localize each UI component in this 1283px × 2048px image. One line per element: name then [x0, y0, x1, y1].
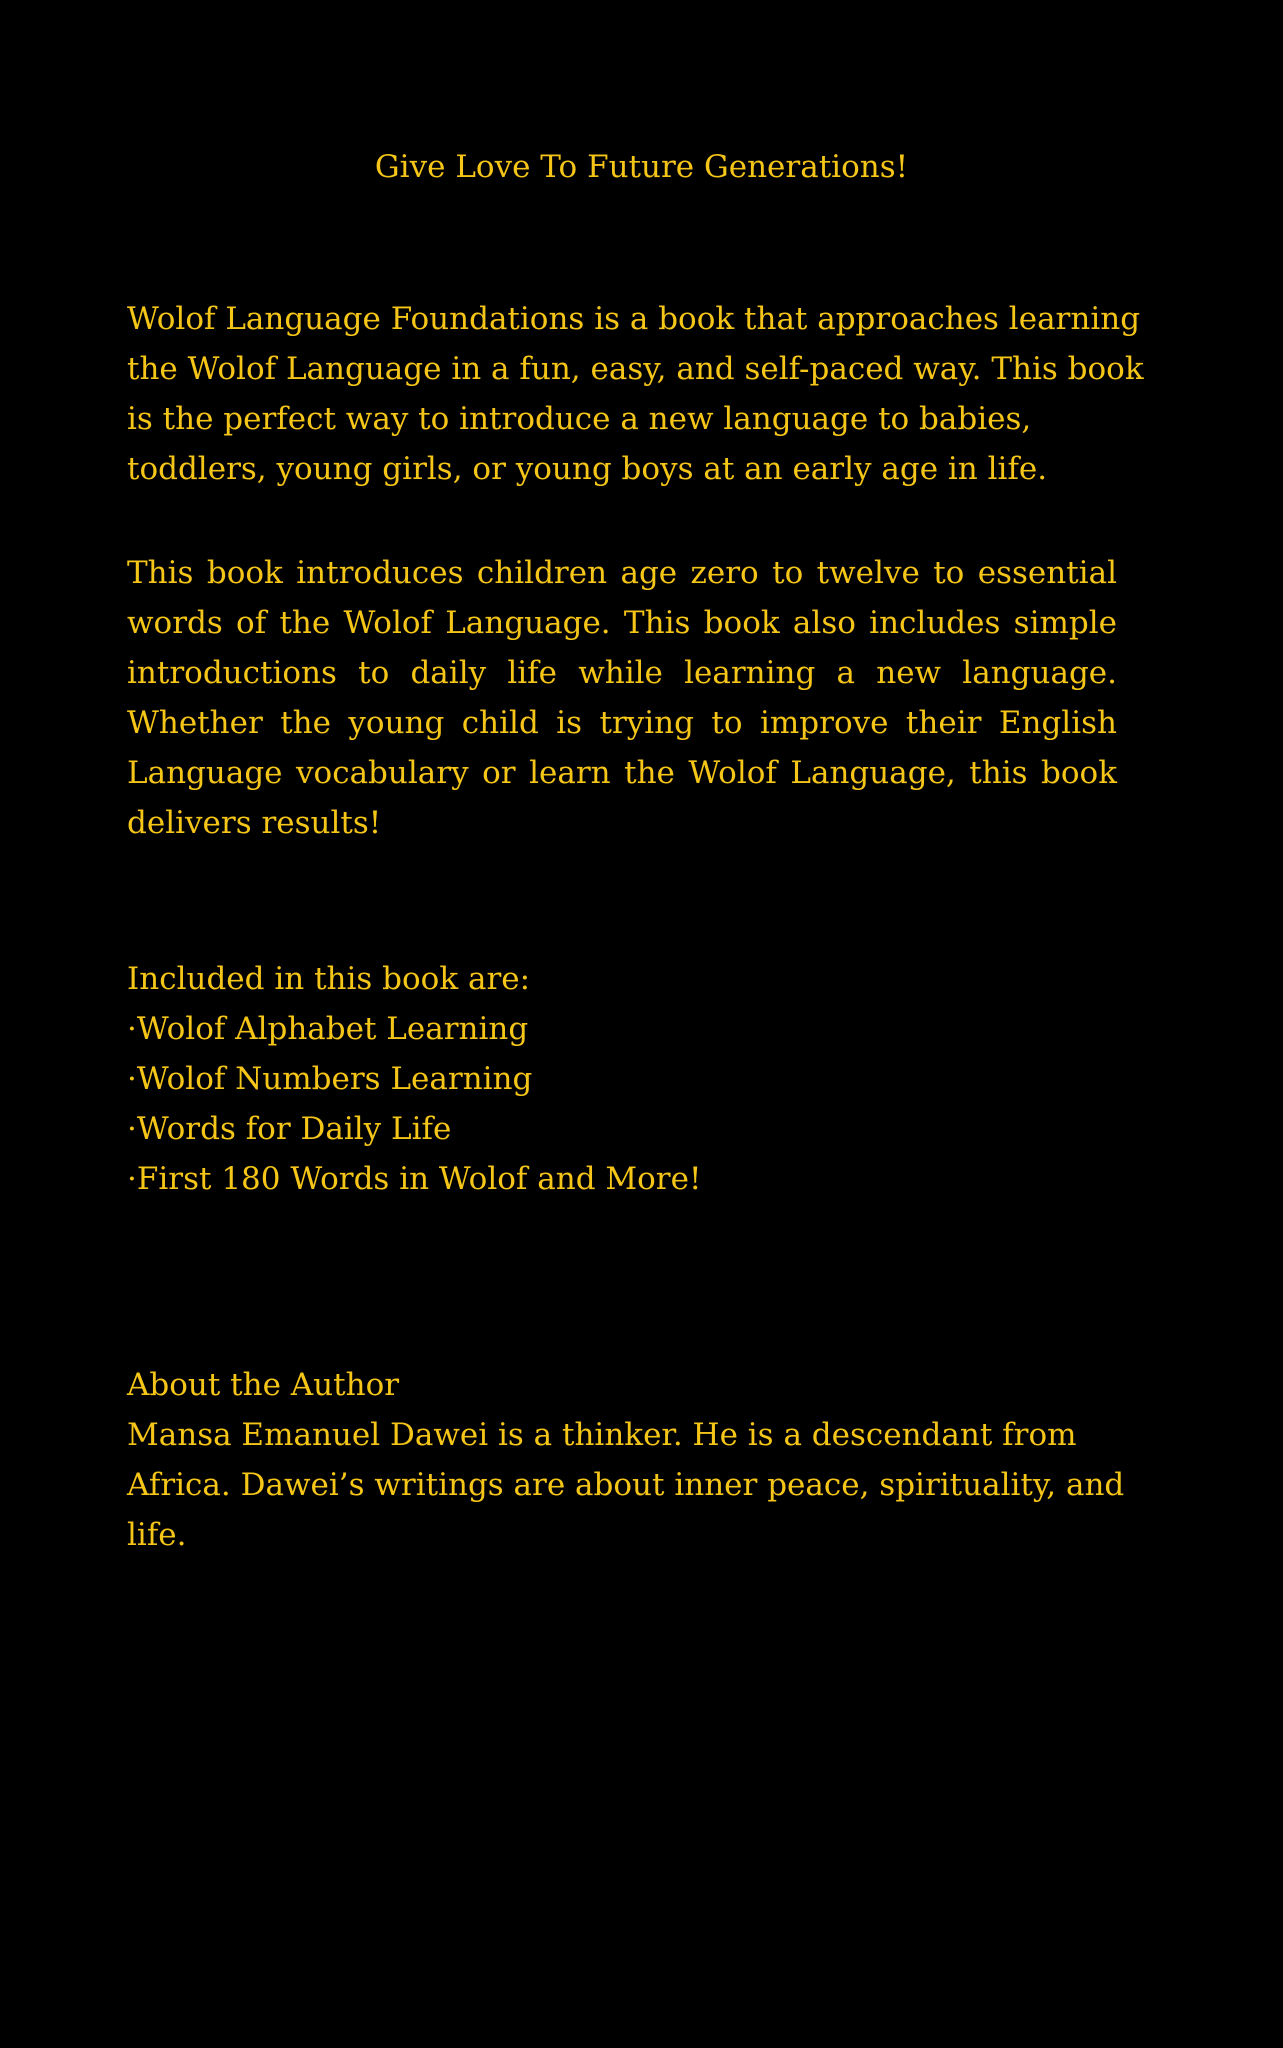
included-heading: Included in this book are: [127, 961, 531, 997]
description-paragraph-2: This book introduces children age zero to twelve to essential words of the Wolof Language. This book also includes simple introductions to daily life while learning a new language. Whether the young child is trying to improve their English Language vocabulary or learn the Wolof Language, this book delivers results! [127, 555, 1117, 841]
tagline: Give Love To Future Generations! [374, 149, 909, 185]
included-section [127, 954, 1117, 1204]
included-list [127, 1004, 1117, 1204]
description-paragraph-1: Wolof Language Foundations is a book that approaches learning the Wolof Language in a fun, easy, and self-paced way. This book is the perfect way to introduce a new language to babies, toddlers, young girls, or young boys at an early age in life. [127, 301, 1144, 487]
list-item: ·Wolof Numbers Learning [127, 1061, 533, 1097]
about-heading: About the Author [127, 1367, 400, 1403]
about-author-section [127, 1360, 1167, 1560]
list-item: ·First 180 Words in Wolof and More! [127, 1161, 702, 1197]
about-text: Mansa Emanuel Dawei is a thinker. He is a descendant from Africa. Dawei’s writings are about inner peace, spirituality, and life. [127, 1417, 1125, 1553]
list-item: ·Wolof Alphabet Learning [127, 1011, 529, 1047]
list-item: ·Words for Daily Life [127, 1111, 452, 1147]
